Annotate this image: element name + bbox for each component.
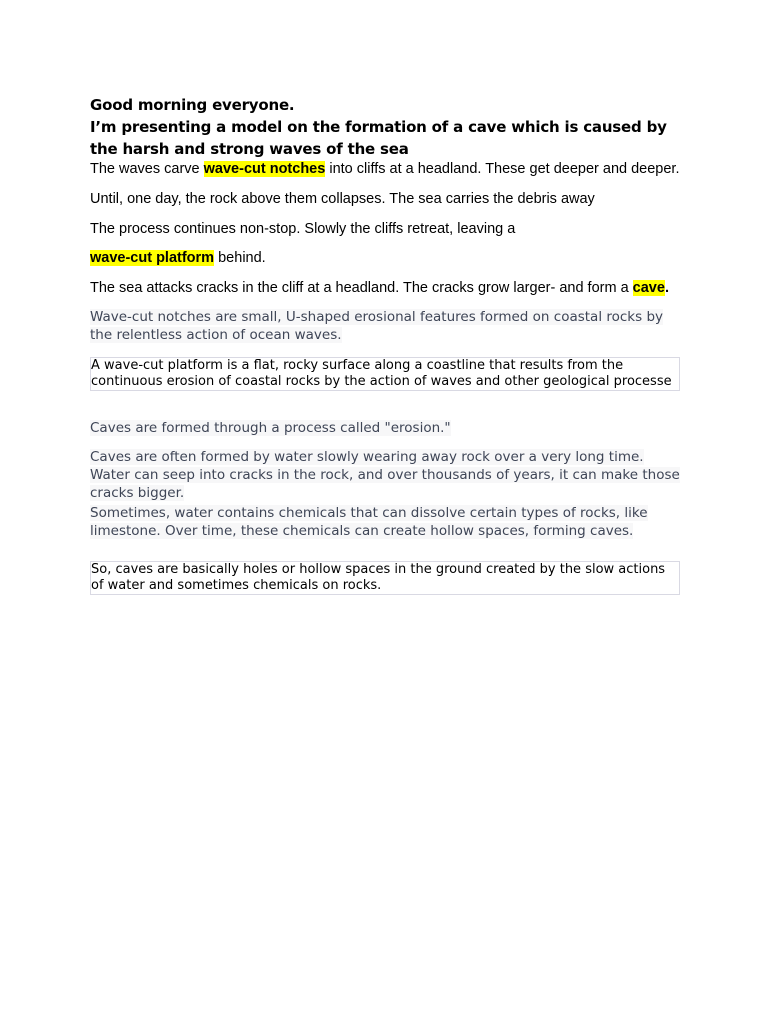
note-water <box>90 448 680 502</box>
paragraph-collapse: Until, one day, the rock above them collapses. The sea carries the debris away <box>90 191 595 207</box>
paragraph-platform <box>90 249 680 268</box>
note-platform-box: A wave-cut platform is a flat, rocky surface along a coastline that results from the continuous erosion of coastal rocks by the action of waves and other geological processe <box>90 357 680 391</box>
paragraph-cave-rest: . <box>664 280 669 296</box>
greeting-heading: Good morning everyone. <box>90 96 295 114</box>
note-water-text: Caves are often formed by water slowly wearing away rock over a very long time. Water can seep into cracks in the rock, and over thousands of years, it can make those cracks bigger. <box>90 449 680 501</box>
paragraph-platform-rest: behind. <box>214 250 266 266</box>
note-summary-box: So, caves are basically holes or hollow spaces in the ground created by the slow actions of water and sometimes chemicals on rocks. <box>90 561 680 595</box>
note-erosion <box>90 419 680 437</box>
note-chemicals-text: Sometimes, water contains chemicals that can dissolve certain types of rocks, like limestone. Over time, these chemicals can create hollow spaces, forming caves. <box>90 505 648 539</box>
paragraph-retreat: The process continues non-stop. Slowly the cliffs retreat, leaving a <box>90 221 516 237</box>
highlight-wave-cut-platform: wave-cut platform <box>90 250 215 266</box>
intro-heading: I’m presenting a model on the formation of a cave which is caused by the harsh and strong waves of the sea <box>90 118 667 158</box>
paragraph-notches <box>90 160 680 179</box>
paragraph-cave <box>90 279 680 298</box>
note-chemicals <box>90 504 680 540</box>
paragraph-cave-lead: The sea attacks cracks in the cliff at a headland. The cracks grow larger- and form a <box>90 280 633 296</box>
note-erosion-text: Caves are formed through a process called "erosion." <box>90 420 451 436</box>
document-page <box>90 94 680 595</box>
paragraph-notches-lead: The waves carve <box>90 161 204 177</box>
note-notches-text: Wave-cut notches are small, U-shaped erosional features formed on coastal rocks by the relentless action of ocean waves. <box>90 309 663 343</box>
note-notches <box>90 308 680 344</box>
paragraph-notches-rest: into cliffs at a headland. These get deeper and deeper. <box>325 161 680 177</box>
highlight-wave-cut-notches: wave-cut notches <box>203 161 326 177</box>
highlight-cave: cave <box>632 280 665 296</box>
